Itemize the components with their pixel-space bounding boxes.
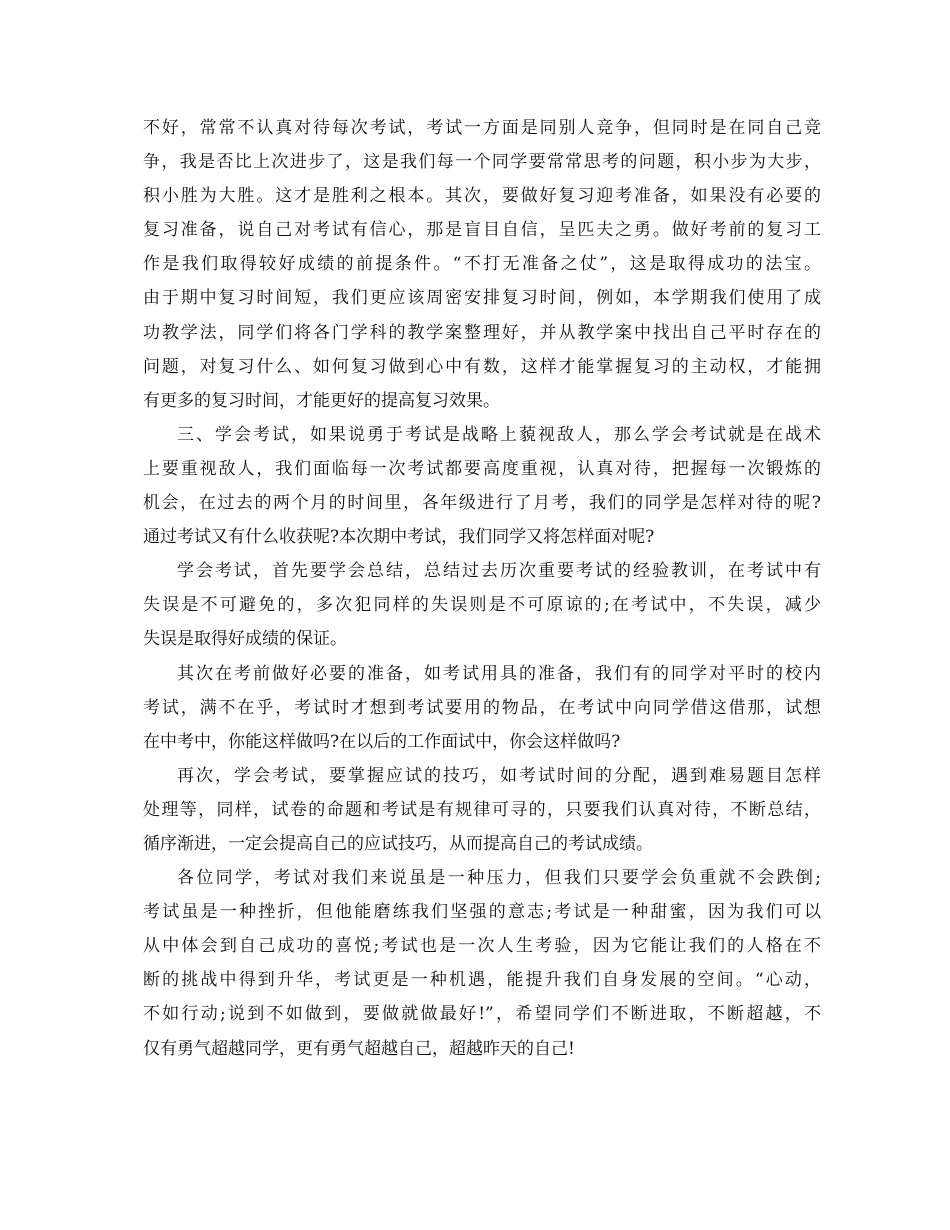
paragraph-start-line: 各位同学，考试对我们来说虽是一种压力，但我们只要学会负重就不会跌倒; <box>177 868 821 889</box>
text-line: 不好，常常不认真对待每次考试，考试一方面是同别人竞争，但同时是在同自己竞 <box>143 118 821 138</box>
text-line: 在中考中，你能这样做吗?在以后的工作面试中，你会这样做吗? <box>143 731 621 752</box>
text-line: 失误是不可避免的，多次犯同样的失误则是不可原谅的;在考试中，不失误，减少 <box>143 595 821 616</box>
text-line: 循序渐进，一定会提高自己的应试技巧，从而提高自己的考试成绩。 <box>143 833 653 854</box>
text-line: 从中体会到自己成功的喜悦;考试也是一次人生考验，因为它能让我们的人格在不 <box>143 936 821 957</box>
text-line: 不如行动;说到不如做到，要做就做最好!”，希望同学们不断进取，不断超越，不 <box>143 1004 821 1025</box>
paragraph-start-line: 再次，学会考试，要掌握应试的技巧，如考试时间的分配，遇到难易题目怎样 <box>177 765 821 786</box>
text-line: 上要重视敌人，我们面临每一次考试都要高度重视，认真对待，把握每一次锻炼的 <box>143 458 821 479</box>
text-line: 复习准备，说自己对考试有信心，那是盲目自信，呈匹夫之勇。做好考前的复习工 <box>143 220 821 241</box>
text-line: 通过考试又有什么收获呢?本次期中考试，我们同学又将怎样面对呢? <box>143 527 655 548</box>
document-body <box>143 111 821 1066</box>
text-line: 考试，满不在乎，考试时才想到考试要用的物品，在考试中向同学借这借那，试想 <box>143 697 821 718</box>
text-line: 功教学法，同学们将各门学科的教学案整理好，并从教学案中找出自己平时存在的 <box>143 322 821 343</box>
text-line: 处理等，同样，试卷的命题和考试是有规律可寻的，只要我们认真对待，不断总结， <box>143 799 821 820</box>
paragraph-start-line: 三、学会考试，如果说勇于考试是战略上藐视敌人，那么学会考试就是在战术 <box>177 424 821 445</box>
text-line: 失误是取得好成绩的保证。 <box>143 629 347 650</box>
text-line: 机会，在过去的两个月的时间里，各年级进行了月考，我们的同学是怎样对待的呢? <box>143 493 821 514</box>
text-line: 断的挑战中得到升华，考试更是一种机遇，能提升我们自身发展的空间。“心动， <box>143 970 821 991</box>
text-line: 仅有勇气超越同学，更有勇气超越自己，超越昨天的自己! <box>143 1038 575 1059</box>
text-line: 作是我们取得较好成绩的前提条件。“不打无准备之仗”，这是取得成功的法宝。 <box>143 254 821 275</box>
text-line: 有更多的复习时间，才能更好的提高复习效果。 <box>143 390 500 411</box>
text-line: 考试虽是一种挫折，但他能磨练我们坚强的意志;考试是一种甜蜜，因为我们可以 <box>143 902 821 923</box>
text-line: 由于期中复习时间短，我们更应该周密安排复习时间，例如，本学期我们使用了成 <box>143 288 821 309</box>
text-line: 争，我是否比上次进步了，这是我们每一个同学要常常思考的问题，积小步为大步， <box>143 152 821 173</box>
paragraph-start-line: 其次在考前做好必要的准备，如考试用具的准备，我们有的同学对平时的校内 <box>177 663 821 684</box>
text-line: 问题，对复习什么、如何复习做到心中有数，这样才能掌握复习的主动权，才能拥 <box>143 356 821 377</box>
paragraph-start-line: 学会考试，首先要学会总结，总结过去历次重要考试的经验教训，在考试中有 <box>177 561 821 582</box>
text-line: 积小胜为大胜。这才是胜利之根本。其次，要做好复习迎考准备，如果没有必要的 <box>143 186 821 207</box>
